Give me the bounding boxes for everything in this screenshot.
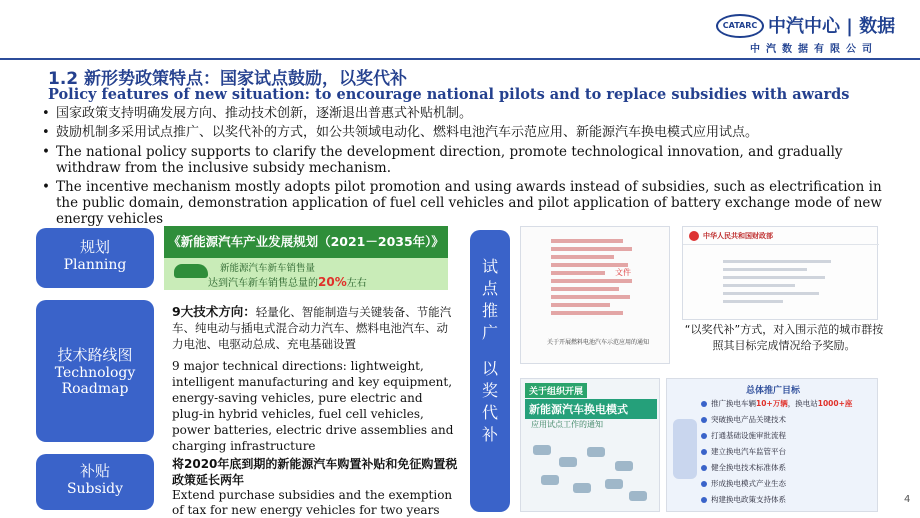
bullet-dot-icon <box>701 433 707 439</box>
pilot-award-char: 试 <box>481 257 498 276</box>
header-divider <box>0 58 920 60</box>
swap-subtitle: 应用试点工作的通知 <box>531 420 603 429</box>
fuel-cell-notice-image <box>520 226 670 364</box>
webpage-header <box>683 227 879 245</box>
subsidy-text-cn: 将2020年底到期的新能源汽车购置补贴和免征购置税政策延长两年 <box>172 457 458 487</box>
goal-text: 突破换电产品关键技术 <box>711 415 786 424</box>
pilot-award-char: 推 <box>481 301 498 320</box>
goal-item <box>701 429 871 445</box>
logo-emblem: CATARC <box>716 14 764 38</box>
swap-car-icon <box>673 419 697 479</box>
bullet-dot-icon <box>701 449 707 455</box>
plan-banner <box>164 226 448 290</box>
goal-highlight: 10+万辆 <box>756 399 788 408</box>
bullet-dot-icon <box>701 401 707 407</box>
goal-item <box>701 397 871 413</box>
pilot-award-char: 点 <box>481 279 498 298</box>
company-logo <box>716 10 912 56</box>
tech-directions <box>172 304 454 454</box>
ministry-name: 中华人民共和国财政部 <box>703 232 773 240</box>
bullet-item: • The national policy supports to clarify the development direction, promote technological innovation, and gradually withdraw from the inclusive subsidy mechanism. <box>42 144 902 176</box>
slide-title-en: Policy features of new situation: to encourage national pilots and to replace subsidies with awards <box>48 86 850 103</box>
doc-caption: 关于开展燃料电池汽车示范应用的通知 <box>547 339 650 346</box>
pilot-award-char: 补 <box>481 425 498 444</box>
doc-text-lines <box>551 235 641 331</box>
plan-target-post: 左右 <box>346 278 367 289</box>
planning-label <box>36 228 154 288</box>
webpage-text-lines <box>723 255 843 308</box>
goal-text: 建立换电汽车监管平台 <box>711 447 786 456</box>
plan-target-percent: 20% <box>318 275 347 289</box>
pilot-award-char: 奖 <box>481 381 498 400</box>
car-icon <box>174 264 208 278</box>
swap-title: 新能源汽车换电模式 <box>525 399 657 419</box>
tech-label-en-1: Technology <box>54 365 136 381</box>
pilot-award-char: 以 <box>481 359 498 378</box>
slide-title-cn: 1.2 新形势政策特点：国家试点鼓励，以奖代补 <box>48 69 408 89</box>
goals-title: 总体推广目标 <box>745 386 800 396</box>
tech-directions-cn <box>172 304 454 352</box>
bullet-dot-icon <box>701 481 707 487</box>
subsidy-text-en: Extend purchase subsidies and the exemption of tax for new energy vehicles for two years <box>172 488 453 517</box>
bullet-item: • 国家政策支持明确发展方向、推动技术创新，逐渐退出普惠式补贴机制。 <box>42 106 902 122</box>
plan-target-line1: 新能源汽车新车销售量 <box>220 263 316 274</box>
plan-target-pre: 达到汽车新车销售总量的 <box>208 278 318 289</box>
tech-directions-heading: 9大技术方向： <box>172 304 256 319</box>
tech-directions-en: 9 major technical directions: lightweight, intelligent manufacturing and key equipment, energy-saving vehicles, pure electric and plug-in hybrid vehicles, fuel cell vehicles, power batteries, electric drive assemblies and charging infrastructure <box>172 359 454 453</box>
tech-directions-list: 轻量化、智能制造与关键装备、节能汽车、纯电动与插电式混合动力汽车、燃料电池汽车、动力电池、电驱动总成、充电基础设置 <box>172 305 452 351</box>
tech-roadmap-label <box>36 300 154 442</box>
subsidy-label-cn: 补贴 <box>79 462 110 480</box>
goal-item <box>701 493 871 509</box>
subsidy-label <box>36 454 154 510</box>
subsidy-label-en: Subsidy <box>66 481 124 497</box>
bullet-dot-icon <box>701 497 707 503</box>
tech-label-en-2: Roadmap <box>61 381 129 397</box>
bullet-dot-icon <box>701 465 707 471</box>
award-caption: “以奖代补”方式，对入围示范的城市群按照其目标完成情况给予奖励。 <box>684 323 884 352</box>
swap-highlight: 关于组织开展 <box>525 383 587 398</box>
goal-text: ，换电站 <box>787 399 818 408</box>
bullet-dot-icon <box>701 417 707 423</box>
bullet-list <box>42 106 902 230</box>
goal-text: 健全换电技术标准体系 <box>711 463 786 472</box>
plan-title: 《新能源汽车产业发展规划（2021－2035年）》 <box>168 234 444 249</box>
goal-text: 打通基础设施审批流程 <box>711 431 786 440</box>
goal-item <box>701 461 871 477</box>
pilot-award-char: 代 <box>481 403 498 422</box>
plan-target-line2 <box>208 274 367 288</box>
pilot-award-text <box>470 256 510 446</box>
goal-text: 构建换电政策支持体系 <box>711 495 786 504</box>
bullet-item: • 鼓励机制多采用试点推广、以奖代补的方式，如公共领域电动化、燃料电池汽车示范应用、新能源汽车换电模式应用试点。 <box>42 125 902 141</box>
bullet-item: • The incentive mechanism mostly adopts pilot promotion and using awards instead of subsidies, such as electrification in the public domain, demonstration application of fuel cell vehicles and pilot application of battery exchange mode of new energy vehicles <box>42 179 902 227</box>
goal-item <box>701 413 871 429</box>
goal-highlight: 1000+座 <box>817 399 853 408</box>
goal-text: 形成换电模式产业生态 <box>711 479 786 488</box>
pilot-award-label <box>470 230 510 512</box>
goal-item <box>701 445 871 461</box>
ministry-webpage-image <box>682 226 878 320</box>
tech-label-cn: 技术路线图 <box>57 346 133 364</box>
swap-station-illustration <box>529 439 653 507</box>
battery-swap-notice-image <box>520 378 660 512</box>
goal-text: 推广换电车辆 <box>711 399 756 408</box>
pilot-award-char: 广 <box>481 323 498 342</box>
logo-subtitle: 中汽数据有限公司 <box>750 44 878 55</box>
emblem-icon <box>689 231 699 241</box>
planning-label-en: Planning <box>63 257 127 273</box>
subsidy-text <box>172 456 462 518</box>
planning-label-cn: 规划 <box>79 238 110 256</box>
goal-item <box>701 477 871 493</box>
logo-text: 中汽中心 | 数据 <box>768 16 896 37</box>
page-number: 4 <box>904 494 911 505</box>
doc-stamp: 文件 <box>615 268 631 277</box>
promotion-goals-image <box>666 378 878 512</box>
goals-list <box>701 397 871 509</box>
